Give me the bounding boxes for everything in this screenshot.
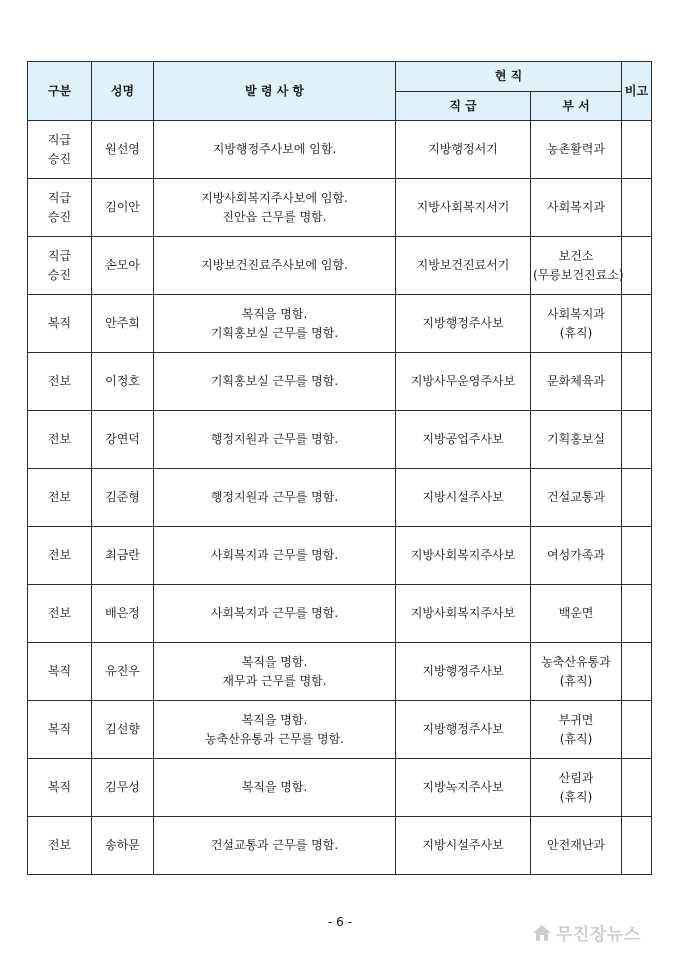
department-line: 문화체육과 bbox=[547, 374, 605, 389]
category-text: 전보 bbox=[47, 432, 72, 447]
table-row bbox=[28, 411, 652, 469]
department-cell bbox=[531, 701, 622, 759]
remarks-cell bbox=[622, 701, 652, 759]
department-line: 농축산유통과 bbox=[541, 654, 611, 669]
table-row bbox=[28, 817, 652, 875]
table-row bbox=[28, 353, 652, 411]
category-cell bbox=[28, 701, 92, 759]
action-line: 복직을 명함. bbox=[241, 780, 308, 795]
department-line: (무릉보건진료소) bbox=[533, 267, 624, 282]
action-cell bbox=[154, 295, 396, 353]
action-cell bbox=[154, 527, 396, 585]
category-cell bbox=[28, 585, 92, 643]
name-cell: 김준형 bbox=[92, 469, 154, 527]
action-line: 진안읍 근무를 명함. bbox=[222, 209, 327, 224]
action-cell bbox=[154, 701, 396, 759]
department-line: 기획홍보실 bbox=[547, 432, 605, 447]
grade-cell: 지방사회복지서기 bbox=[396, 179, 531, 237]
remarks-cell bbox=[622, 353, 652, 411]
grade-cell: 지방시설주사보 bbox=[396, 817, 531, 875]
category-cell bbox=[28, 295, 92, 353]
action-cell bbox=[154, 179, 396, 237]
action-line: 지방행정주사보에 임함. bbox=[212, 142, 337, 157]
category-cell bbox=[28, 411, 92, 469]
action-line: 복직을 명함. bbox=[241, 712, 308, 727]
action-line: 복직을 명함. bbox=[241, 306, 308, 321]
action-line: 건설교통과 근무를 명함. bbox=[210, 838, 339, 853]
grade-cell: 지방행정주사보 bbox=[396, 295, 531, 353]
header-remarks: 비고 bbox=[622, 62, 652, 121]
table-row bbox=[28, 295, 652, 353]
action-cell bbox=[154, 411, 396, 469]
action-cell bbox=[154, 759, 396, 817]
action-line: 지방보건진료주사보에 임함. bbox=[201, 258, 348, 273]
action-line: 행정지원과 근무를 명함. bbox=[210, 432, 339, 447]
table-row bbox=[28, 643, 652, 701]
category-text: 전보 bbox=[47, 606, 72, 621]
house-logo-icon bbox=[532, 924, 552, 942]
category-cell bbox=[28, 179, 92, 237]
personnel-order-table bbox=[27, 61, 652, 875]
department-cell bbox=[531, 353, 622, 411]
header-name: 성명 bbox=[92, 62, 154, 121]
table-row bbox=[28, 121, 652, 179]
action-line: 행정지원과 근무를 명함. bbox=[210, 490, 339, 505]
action-line: 기획홍보실 근무를 명함. bbox=[210, 325, 339, 340]
department-cell bbox=[531, 759, 622, 817]
department-cell bbox=[531, 643, 622, 701]
action-cell bbox=[154, 121, 396, 179]
department-line: (휴직) bbox=[559, 731, 593, 746]
remarks-cell bbox=[622, 237, 652, 295]
remarks-cell bbox=[622, 817, 652, 875]
name-cell: 배은정 bbox=[92, 585, 154, 643]
action-line: 사회복지과 근무를 명함. bbox=[210, 548, 339, 563]
action-cell bbox=[154, 643, 396, 701]
category-text: 복직 bbox=[47, 664, 72, 679]
table-row bbox=[28, 469, 652, 527]
department-line: (휴직) bbox=[559, 325, 593, 340]
department-line: 백운면 bbox=[558, 606, 594, 621]
category-text: 직급 bbox=[47, 132, 72, 147]
grade-cell: 지방행정주사보 bbox=[396, 643, 531, 701]
grade-cell: 지방시설주사보 bbox=[396, 469, 531, 527]
table-row bbox=[28, 179, 652, 237]
category-cell bbox=[28, 759, 92, 817]
category-cell bbox=[28, 469, 92, 527]
grade-cell: 지방공업주사보 bbox=[396, 411, 531, 469]
department-line: 부귀면 bbox=[558, 712, 594, 727]
action-cell bbox=[154, 469, 396, 527]
name-cell: 최금란 bbox=[92, 527, 154, 585]
department-cell bbox=[531, 469, 622, 527]
header-row bbox=[28, 62, 652, 92]
name-cell: 강연덕 bbox=[92, 411, 154, 469]
watermark bbox=[532, 920, 641, 945]
table-row bbox=[28, 759, 652, 817]
category-text: 전보 bbox=[47, 838, 72, 853]
category-cell bbox=[28, 121, 92, 179]
header-action: 발 령 사 항 bbox=[154, 62, 396, 121]
department-cell bbox=[531, 527, 622, 585]
category-text: 승진 bbox=[47, 267, 72, 282]
name-cell: 김이안 bbox=[92, 179, 154, 237]
remarks-cell bbox=[622, 179, 652, 237]
name-cell: 송하문 bbox=[92, 817, 154, 875]
department-line: 보건소 bbox=[558, 248, 594, 263]
remarks-cell bbox=[622, 469, 652, 527]
action-line: 농축산유통과 근무를 명함. bbox=[205, 731, 344, 746]
grade-cell: 지방행정서기 bbox=[396, 121, 531, 179]
category-cell bbox=[28, 353, 92, 411]
name-cell: 원선영 bbox=[92, 121, 154, 179]
department-line: 여성가족과 bbox=[547, 548, 605, 563]
remarks-cell bbox=[622, 121, 652, 179]
category-text: 직급 bbox=[47, 190, 72, 205]
table-row bbox=[28, 701, 652, 759]
department-line: (휴직) bbox=[559, 789, 593, 804]
header-category: 구분 bbox=[28, 62, 92, 121]
category-text: 전보 bbox=[47, 490, 72, 505]
department-line: 건설교통과 bbox=[547, 490, 605, 505]
department-cell bbox=[531, 121, 622, 179]
action-line: 기획홍보실 근무를 명함. bbox=[210, 374, 339, 389]
grade-cell: 지방녹지주사보 bbox=[396, 759, 531, 817]
table-row bbox=[28, 237, 652, 295]
category-cell bbox=[28, 643, 92, 701]
action-cell bbox=[154, 237, 396, 295]
remarks-cell bbox=[622, 643, 652, 701]
name-cell: 김무성 bbox=[92, 759, 154, 817]
table-row bbox=[28, 585, 652, 643]
name-cell: 손모아 bbox=[92, 237, 154, 295]
remarks-cell bbox=[622, 411, 652, 469]
category-text: 전보 bbox=[47, 548, 72, 563]
action-cell bbox=[154, 353, 396, 411]
grade-cell: 지방사회복지주사보 bbox=[396, 527, 531, 585]
header-grade: 직 급 bbox=[396, 92, 531, 121]
category-text: 직급 bbox=[47, 248, 72, 263]
grade-cell: 지방보건진료서기 bbox=[396, 237, 531, 295]
name-cell: 김선향 bbox=[92, 701, 154, 759]
category-text: 복직 bbox=[47, 722, 72, 737]
header-department: 부 서 bbox=[531, 92, 622, 121]
department-cell bbox=[531, 295, 622, 353]
action-line: 지방사회복지주사보에 임함. bbox=[201, 190, 348, 205]
category-cell bbox=[28, 817, 92, 875]
name-cell: 유진우 bbox=[92, 643, 154, 701]
department-line: (휴직) bbox=[559, 673, 593, 688]
remarks-cell bbox=[622, 585, 652, 643]
department-cell bbox=[531, 585, 622, 643]
grade-cell: 지방사무운영주사보 bbox=[396, 353, 531, 411]
category-text: 복직 bbox=[47, 316, 72, 331]
grade-cell: 지방사회복지주사보 bbox=[396, 585, 531, 643]
category-text: 승진 bbox=[47, 209, 72, 224]
header-current-position: 현 직 bbox=[396, 62, 622, 92]
watermark-text: 무진장뉴스 bbox=[556, 925, 641, 945]
action-line: 재무과 근무를 명함. bbox=[222, 673, 327, 688]
action-cell bbox=[154, 585, 396, 643]
action-cell bbox=[154, 817, 396, 875]
remarks-cell bbox=[622, 527, 652, 585]
department-cell bbox=[531, 179, 622, 237]
action-line: 복직을 명함. bbox=[241, 654, 308, 669]
grade-cell: 지방행정주사보 bbox=[396, 701, 531, 759]
department-line: 농촌활력과 bbox=[547, 142, 605, 157]
remarks-cell bbox=[622, 759, 652, 817]
category-cell bbox=[28, 527, 92, 585]
remarks-cell bbox=[622, 295, 652, 353]
page-number: - 6 - bbox=[328, 915, 352, 929]
name-cell: 안주희 bbox=[92, 295, 154, 353]
department-line: 사회복지과 bbox=[547, 200, 605, 215]
department-line: 사회복지과 bbox=[547, 306, 605, 321]
category-text: 복직 bbox=[47, 780, 72, 795]
department-line: 안전재난과 bbox=[547, 838, 605, 853]
table-row bbox=[28, 527, 652, 585]
category-cell bbox=[28, 237, 92, 295]
category-text: 승진 bbox=[47, 151, 72, 166]
department-cell bbox=[531, 237, 622, 295]
department-cell bbox=[531, 411, 622, 469]
action-line: 사회복지과 근무를 명함. bbox=[210, 606, 339, 621]
department-line: 산림과 bbox=[558, 770, 594, 785]
name-cell: 이정호 bbox=[92, 353, 154, 411]
department-cell bbox=[531, 817, 622, 875]
category-text: 전보 bbox=[47, 374, 72, 389]
